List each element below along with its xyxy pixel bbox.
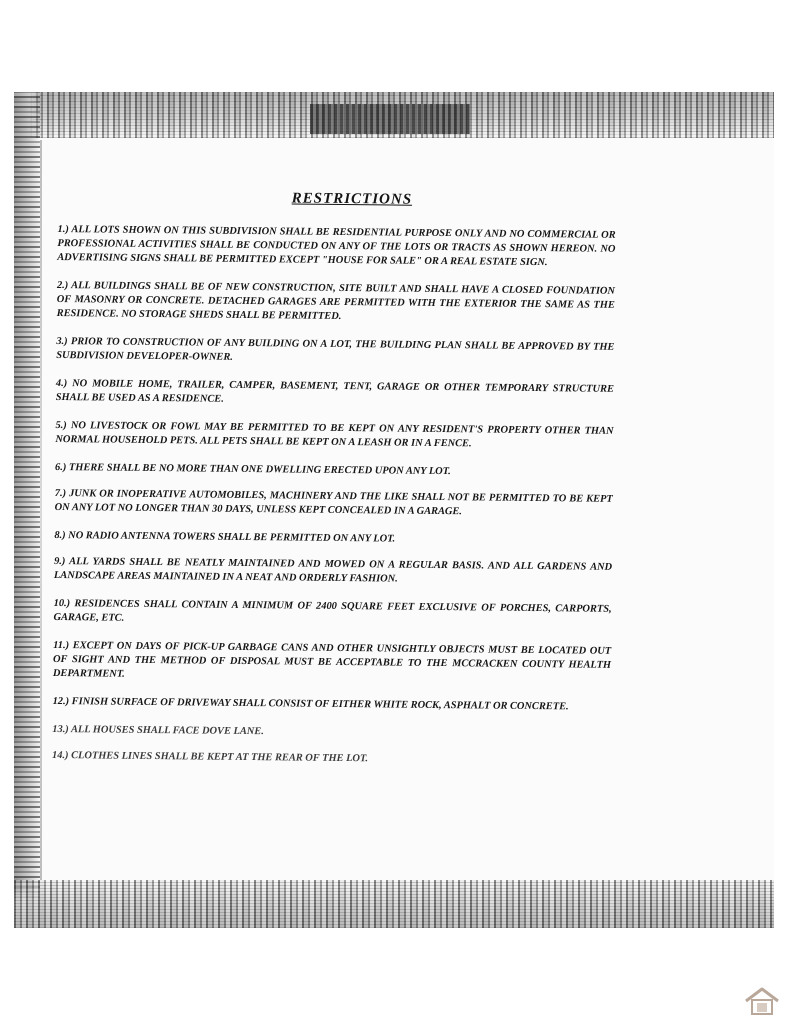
restriction-item-3: 3.) PRIOR TO CONSTRUCTION OF ANY BUILDING ON A LOT, THE BUILDING PLAN SHALL BE APPROVED BY THE SUBDIVISION DEVELOPER-OWNER. bbox=[56, 335, 615, 363]
restriction-item-8: 8.) NO RADIO ANTENNA TOWERS SHALL BE PERMITTED ON ANY LOT. bbox=[54, 529, 396, 545]
restriction-item-5: 5.) NO LIVESTOCK OR FOWL MAY BE PERMITTED TO BE KEPT ON ANY RESIDENT'S PROPERTY OTHER THAN NORMAL HOUSEHOLD PETS. ALL PETS SHALL BE KEPT ON A LEASH OR IN A FENCE. bbox=[55, 419, 614, 450]
restriction-item-7: 7.) JUNK OR INOPERATIVE AUTOMOBILES, MACHINERY AND THE LIKE SHALL NOT BE PERMITTED TO BE KEPT ON ANY LOT NO LONGER THAN 30 DAYS, UNLESS KEPT CONCEALED IN A GARAGE. bbox=[54, 487, 613, 518]
scan-noise-smudge bbox=[310, 104, 470, 134]
restriction-item-9: 9.) ALL YARDS SHALL BE NEATLY MAINTAINED AND MOWED ON A REGULAR BASIS. AND ALL GARDENS AND LANDSCAPE AREAS MAINTAINED IN A NEAT AND ORDERLY FASHION. bbox=[53, 555, 613, 585]
restriction-item-14: 14.) CLOTHES LINES SHALL BE KEPT AT THE REAR OF THE LOT. bbox=[51, 749, 369, 765]
scan-noise-bottom bbox=[14, 880, 774, 928]
restriction-item-13: 13.) ALL HOUSES SHALL FACE DOVE LANE. bbox=[52, 723, 264, 738]
document-title: RESTRICTIONS bbox=[291, 190, 413, 208]
scan-noise-left bbox=[14, 92, 40, 928]
restriction-item-6: 6.) THERE SHALL BE NO MORE THAN ONE DWELLING ERECTED UPON ANY LOT. bbox=[55, 461, 451, 478]
restriction-item-4: 4.) NO MOBILE HOME, TRAILER, CAMPER, BASEMENT, TENT, GARAGE OR OTHER TEMPORARY STRUCTURE SHALL BE USED AS A RESIDENCE. bbox=[55, 377, 614, 405]
restriction-item-2: 2.) ALL BUILDINGS SHALL BE OF NEW CONSTRUCTION, SITE BUILT AND SHALL HAVE A CLOSED FOUNDATION OF MASONRY OR CONCRETE. DETACHED GARAGES ARE PERMITTED WITH THE EXTERIOR THE SAME AS THE RESIDENCE. NO STORAGE SHEDS SHALL BE PERMITTED. bbox=[56, 279, 616, 322]
house-icon bbox=[742, 986, 782, 1016]
restriction-item-11: 11.) EXCEPT ON DAYS OF PICK-UP GARBAGE CANS AND OTHER UNSIGHTLY OBJECTS MUST BE LOCATED OUT OF SIGHT AND THE METHOD OF DISPOSAL MUST BE ACCEPTABLE TO THE MCCRACKEN COUNTY HEALTH DEPARTMENT. bbox=[52, 639, 612, 680]
restriction-item-1: 1.) ALL LOTS SHOWN ON THIS SUBDIVISION SHALL BE RESIDENTIAL PURPOSE ONLY AND NO COMMERCIAL OR PROFESSIONAL ACTIVITIES SHALL BE CONDUCTED ON ANY OF THE LOTS OR TRACTS AS SHOWN HEREON. NO ADVERTISING SIGNS SHALL BE PERMITTED EXCEPT "HOUSE FOR SALE" OR A REAL ESTATE SIGN. bbox=[57, 223, 616, 269]
restriction-item-12: 12.) FINISH SURFACE OF DRIVEWAY SHALL CONSIST OF EITHER WHITE ROCK, ASPHALT OR CONCRETE. bbox=[52, 695, 569, 713]
restrictions-document bbox=[52, 188, 616, 781]
page-edge-line bbox=[40, 140, 42, 880]
restriction-item-10: 10.) RESIDENCES SHALL CONTAIN A MINIMUM OF 2400 SQUARE FEET EXCLUSIVE OF PORCHES, CARPORTS, GARAGE, ETC. bbox=[53, 597, 612, 624]
